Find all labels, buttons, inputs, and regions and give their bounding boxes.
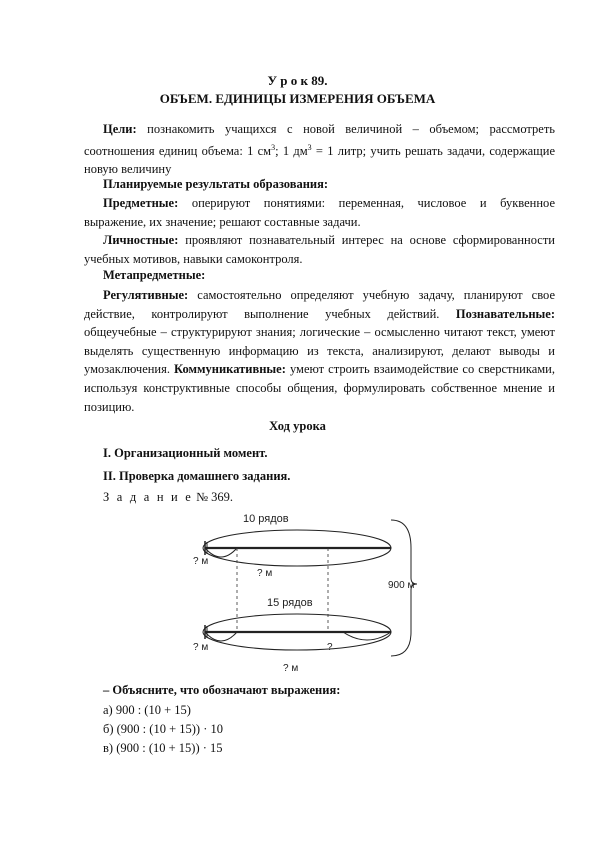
total-length-label: 900 м	[388, 580, 415, 591]
bottom-question-label: ?	[327, 642, 333, 653]
communicative-label: Коммуникативные:	[174, 362, 286, 377]
lesson-topic-title: ОБЪЕМ. ЕДИНИЦЫ ИЗМЕРЕНИЯ ОБЪЕМА	[159, 91, 436, 106]
top-rows-label: 10 рядов	[243, 513, 289, 525]
bottom-under-label: ? м	[283, 663, 299, 674]
bottom-rows-label: 15 рядов	[267, 597, 313, 609]
expression-a: а) 900 : (10 + 15)	[103, 703, 191, 717]
task-line	[103, 490, 233, 505]
bottom-small-arc-left	[205, 632, 237, 641]
task-label: З а д а н и е	[103, 490, 193, 504]
regulatory-text-c: умеют строить взаимодействие со сверстниками, используя конструктивные способы общения, формулировать собственное мнение и позицию.	[84, 362, 555, 414]
planned-results-heading: Планируемые результаты образования:	[103, 177, 329, 191]
lesson-number-title: У р о к 89.	[267, 73, 328, 88]
goals-text-b: ; 1 дм	[275, 143, 308, 158]
task-diagram	[185, 508, 425, 680]
goals-sup-2: 3	[307, 142, 312, 152]
subject-paragraph	[84, 194, 555, 231]
personal-paragraph	[84, 231, 555, 268]
explain-question: – Объясните, что обозначают выражения:	[103, 683, 341, 697]
goals-label: Цели:	[103, 122, 137, 136]
task-number: № 369.	[196, 490, 234, 504]
section-organizational: I. Организационный момент.	[103, 446, 268, 460]
goals-sup-1: 3	[271, 142, 276, 152]
top-small-arc	[205, 548, 237, 557]
subject-label: Предметные:	[103, 196, 179, 210]
goals-paragraph	[84, 120, 555, 179]
goals-text-a: познакомить учащихся с новой величиной – объемом; рассмотреть соотношения единиц объема: 1 см	[84, 122, 555, 158]
lesson-course-heading: Ход урока	[269, 419, 326, 433]
bottom-left-length-label: ? м	[193, 642, 209, 653]
section-homework-check: II. Проверка домашнего задания.	[103, 469, 291, 483]
regulatory-paragraph	[84, 286, 555, 416]
top-left-length-label: ? м	[193, 556, 209, 567]
personal-text: проявляют познавательный интерес на основе сформированности учебных мотивов, навыки самоконтроля.	[84, 233, 555, 266]
cognitive-label: Познавательные:	[455, 306, 555, 321]
regulatory-text-b: общеучебные – структурируют знания; логические – осмысленно читают текст, умеют выделять существенную информацию из текста, анализируют, делают выводы и умозаключения.	[84, 325, 555, 377]
personal-label: Личностные:	[103, 233, 179, 247]
regulatory-label: Регулятивные:	[103, 288, 189, 302]
expression-c: в) (900 : (10 + 15)) · 15	[103, 741, 223, 755]
top-under-label: ? м	[257, 568, 273, 579]
expression-b: б) (900 : (10 + 15)) · 10	[103, 722, 223, 736]
metasubject-heading: Метапредметные:	[103, 268, 206, 282]
subject-text: оперируют понятиями: переменная, числовое и буквенное выражение, их значение; решают составные задачи.	[84, 196, 555, 229]
regulatory-text-a: самостоятельно определяют учебную задачу, планируют свое действие, контролируют выполнение учебных действий.	[84, 288, 555, 321]
goals-text-c: = 1 литр; учить решать задачи, содержащие новую величину	[84, 143, 556, 177]
